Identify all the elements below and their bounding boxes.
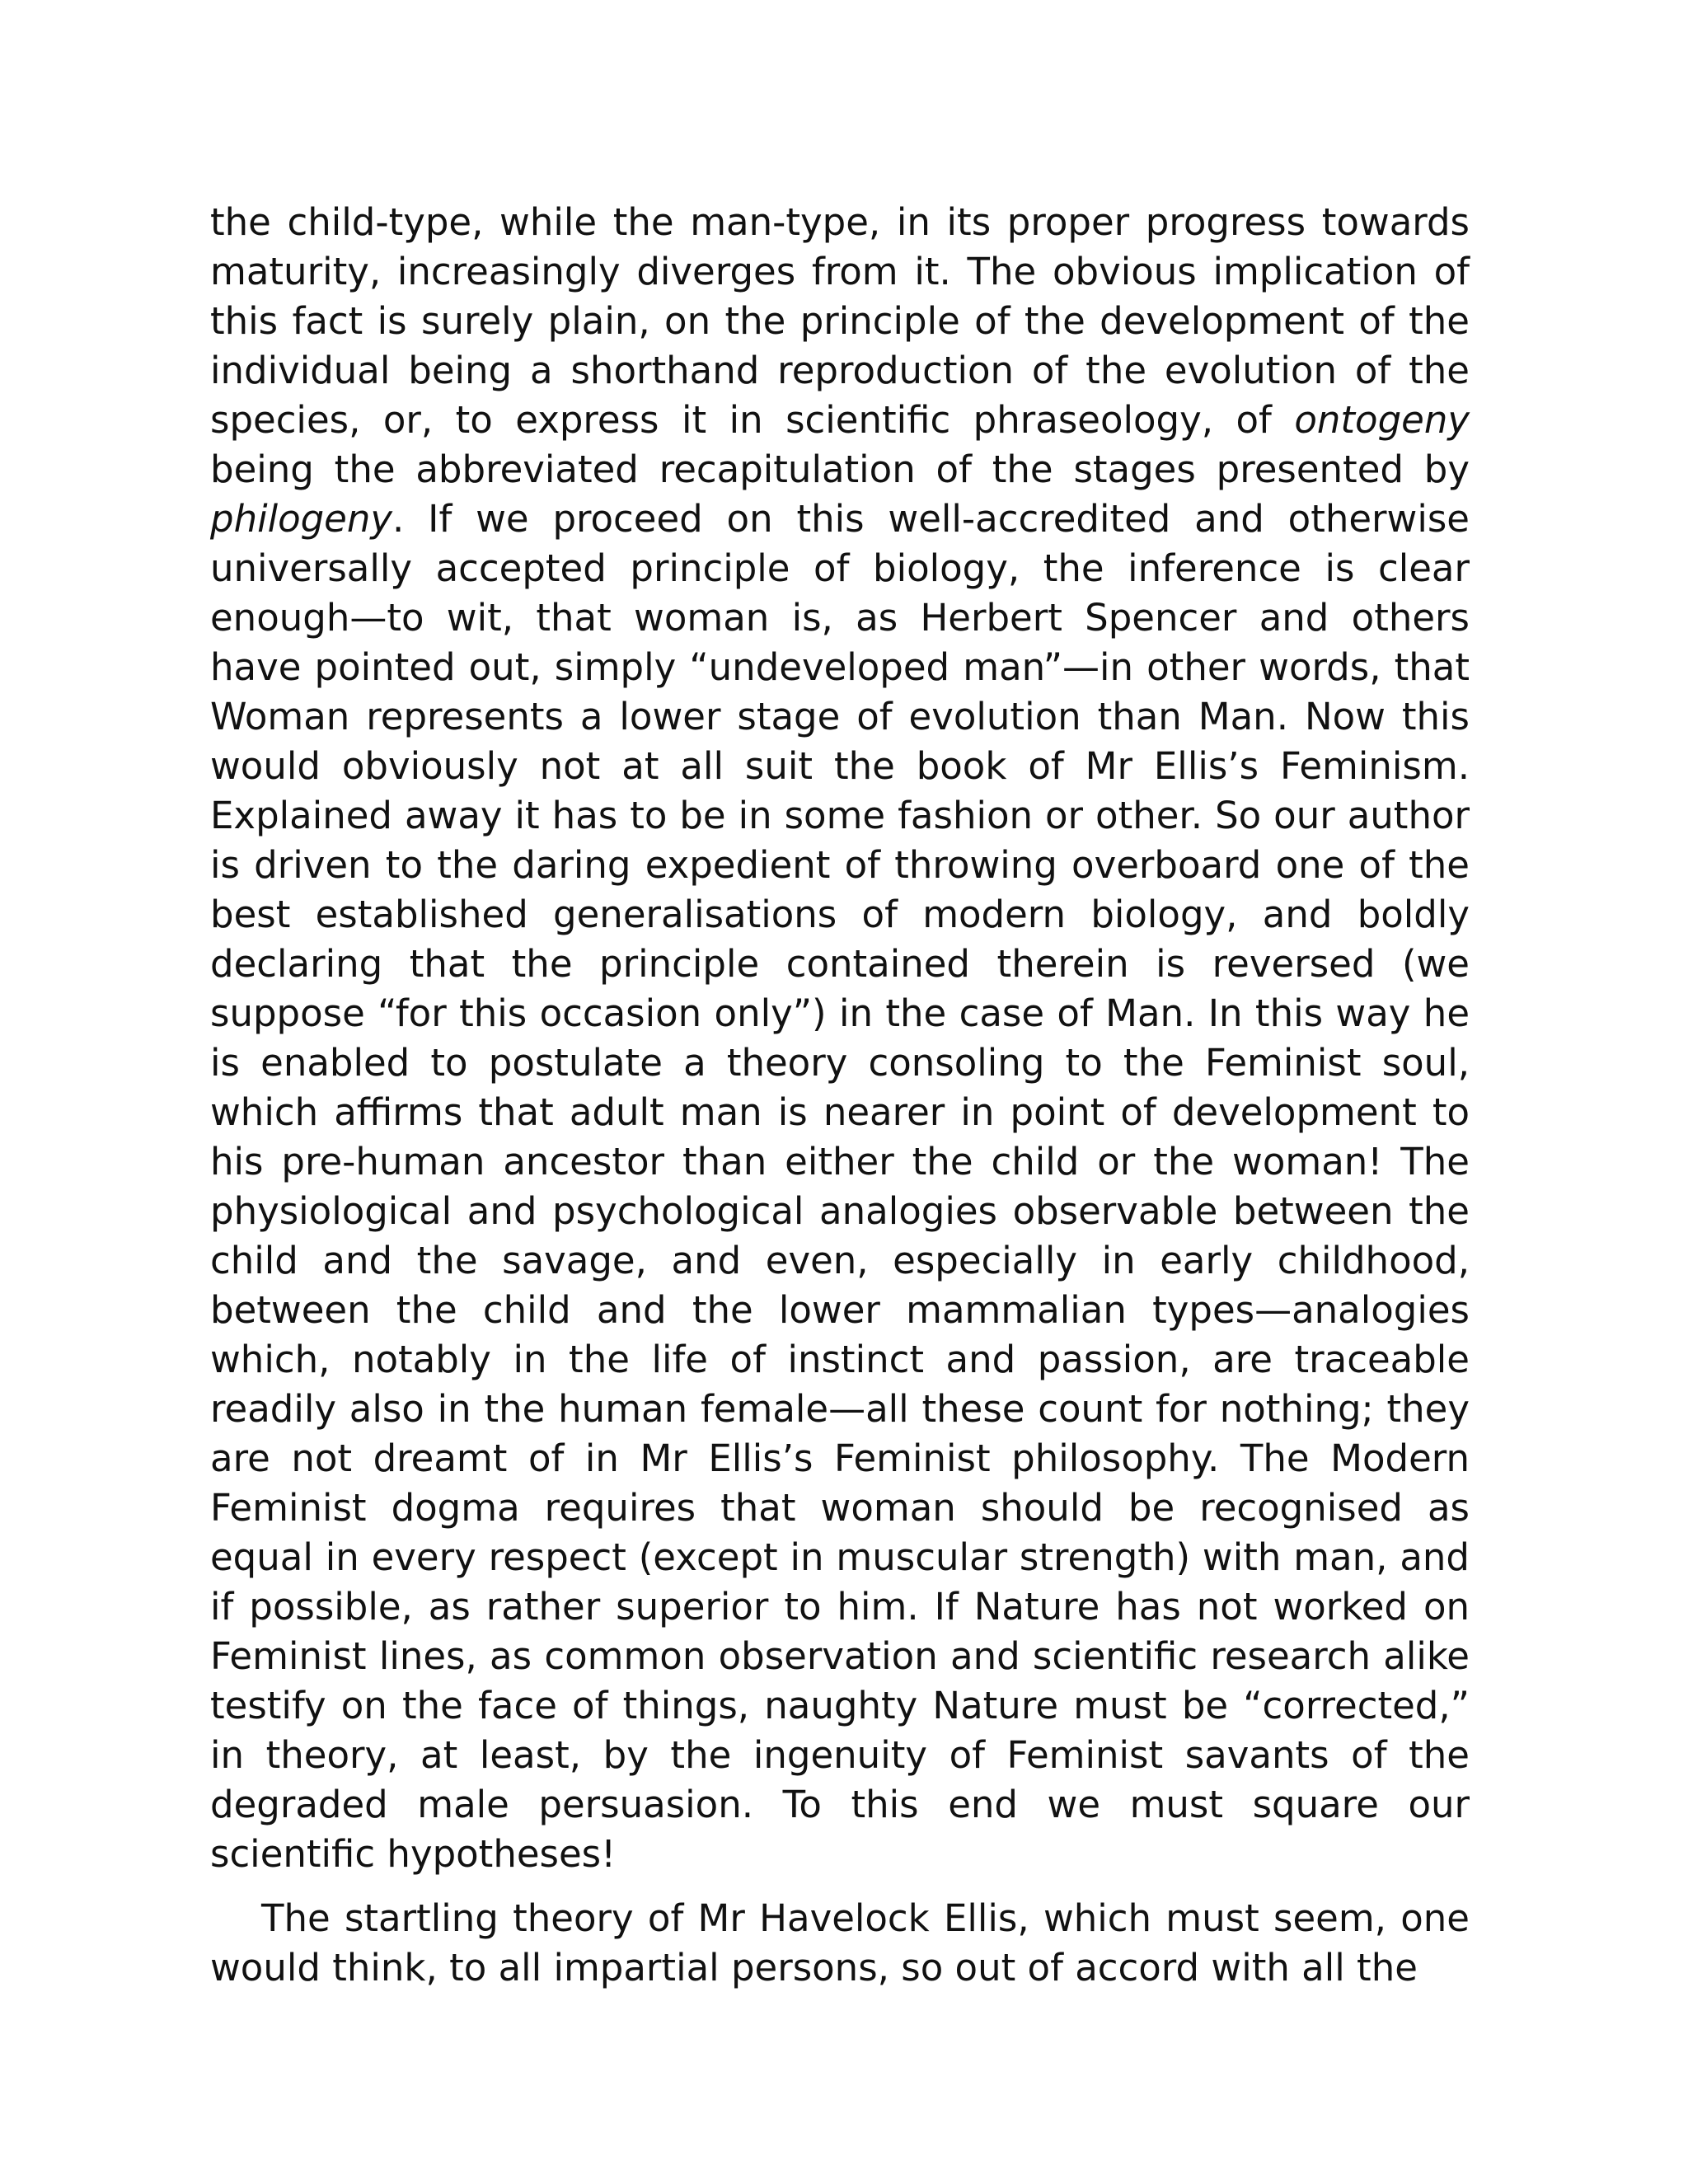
text-run: . If we proceed on this well-accredited and otherwise universally accepted principle of biology, the inference is clear enough—to wit, that woman is, as Herbert Spencer and others have pointed out, simply “undeveloped man”—in other words, that Woman represents a lower stage of evolution than Man. Now this would obviously not at all suit the book of Mr Ellis’s Feminism. Explained away it has to be in some fashion or other. So our author is driven to the daring expedient of throwing overboard one of the best established generalisations of modern biology, and boldly declaring that the principle contained therein is reversed (we suppose “for this occasion only”) in the case of Man. In this way he is enabled to postulate a theory consoling to the Feminist soul, which affirms that adult man is nearer in point of development to his pre-human ancestor than either the child or the woman! The physiological and psychological analogies observable between the child and the savage, and even, especially in early childhood, between the child and the lower mammalian types—analogies which, notably in the life of instinct and passion, are traceable readily also in the human female—all these count for nothing; they are not dreamt of in Mr Ellis’s Feminist philosophy. The Modern Feminist dogma requires that woman should be recognised as equal in every respect (except in muscular strength) with man, and if possible, as rather superior to him. If Nature has not worked on Feminist lines, as common observation and scientific research alike testify on the face of things, naughty Nature must be “corrected,” in theory, at least, by the ingenuity of Feminist savants of the degraded male persuasion. To this end we must square our scientific hypotheses! — [210, 497, 1470, 1876]
italic-term: ontogeny — [1294, 398, 1470, 442]
text-run: the child-type, while the man-type, in its proper progress towards maturity, increasingly diverges from it. The obvious implication of this fact is surely plain, on the principle of the development of the individual being a shorthand reproduction of the evolution of the species, or, to express it in scientific phraseology, of — [210, 200, 1470, 442]
text-run: being the abbreviated recapitulation of the stages presented by — [210, 448, 1470, 491]
paragraph: The startling theory of Mr Havelock Ellis, which must seem, one would think, to all impartial persons, so out of accord with all the — [210, 1896, 1470, 1990]
document-page — [210, 198, 1470, 1993]
italic-term: philogeny — [210, 497, 393, 541]
paragraph — [210, 198, 1470, 1879]
